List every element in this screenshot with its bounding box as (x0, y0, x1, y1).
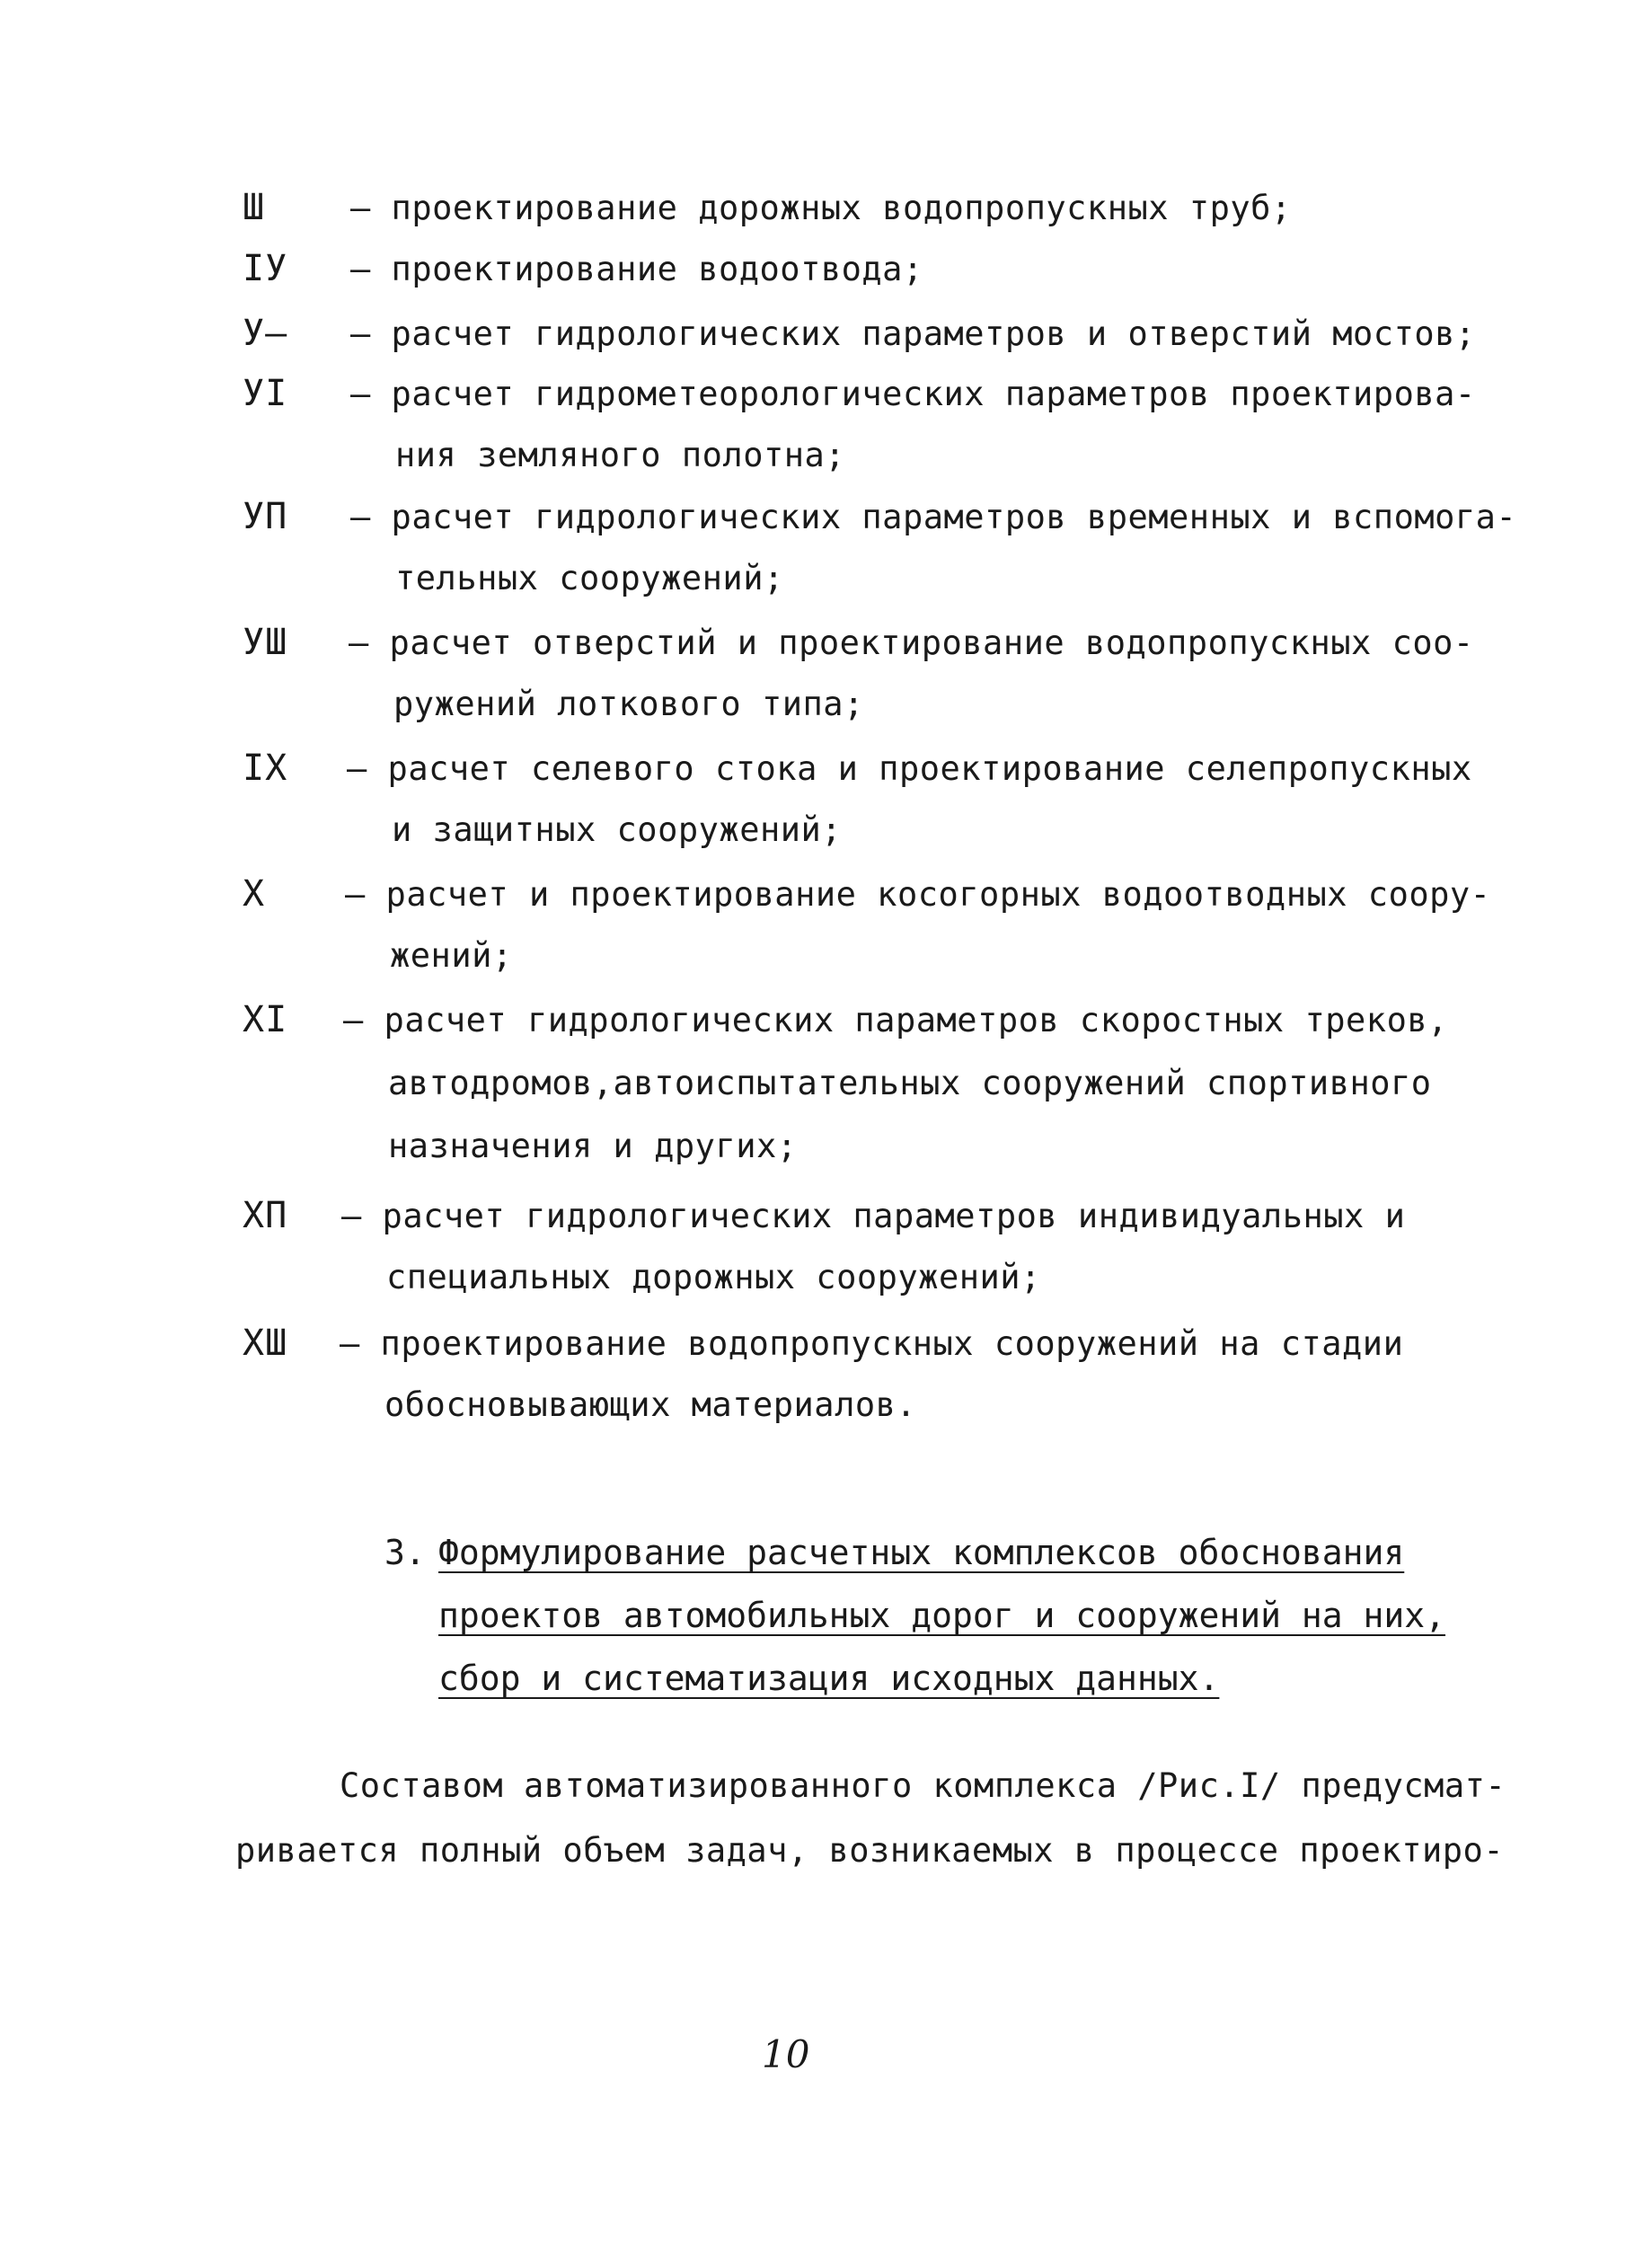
list-item-number: XП (243, 1195, 288, 1236)
list-item-number: УШ (243, 622, 288, 663)
paragraph-line: ривается полный объем задач, возникаемых в процессе проектиро- (235, 1831, 1505, 1870)
list-item-text: ния земляного полотна; (395, 436, 846, 474)
list-item-text: назначения и других; (388, 1127, 798, 1165)
list-item-text: специальных дорожных сооружений; (386, 1258, 1041, 1296)
section-heading (384, 1533, 426, 1572)
list-item-text: автодромов,автоиспытательных сооружений спортивного (388, 1064, 1432, 1102)
section-title-text: проектов автомобильных дорог и сооружений на них, (438, 1596, 1446, 1635)
section-title-text: Формулирование расчетных комплексов обоснования (438, 1533, 1405, 1572)
list-item-number: X (243, 873, 266, 915)
section-title-line (438, 1596, 1445, 1635)
list-item-text: – расчет гидрологических параметров скоростных треков, (343, 1001, 1448, 1040)
section-title-line (438, 1659, 1219, 1698)
list-item-number: XI (243, 999, 288, 1040)
list-item-text: – расчет гидрологических параметров временных и вспомога- (350, 498, 1517, 536)
paragraph-line: Составом автоматизированного комплекса /Рис.I/ предусмат- (340, 1766, 1506, 1805)
list-item-number: IУ (243, 248, 288, 289)
list-item-number: XШ (243, 1323, 288, 1364)
list-item-number: Ш (243, 187, 266, 228)
list-item-text: и защитных сооружений; (392, 810, 843, 849)
list-item-text: – проектирование водоотвода; (350, 250, 923, 288)
list-item-text: – расчет селевого стока и проектирование селепропускных (347, 749, 1472, 788)
list-item-text: ружений лоткового типа; (393, 685, 864, 723)
list-item-number: УI (243, 373, 288, 414)
section-title-line (438, 1533, 1404, 1572)
list-item-text: – расчет гидрологических параметров и отверстий мостов; (350, 314, 1476, 353)
list-item-text: – проектирование дорожных водопропускных труб; (350, 189, 1292, 227)
list-item-number: УП (243, 496, 288, 537)
list-item-number: У– (243, 313, 288, 354)
list-item-number: IX (243, 748, 288, 789)
list-item-text: – проектирование водопропускных сооружений на стадии (340, 1324, 1404, 1363)
section-number: 3. (384, 1533, 426, 1572)
list-item-text: – расчет и проектирование косогорных водоотводных соору- (345, 875, 1491, 914)
page-number: 10 (762, 2032, 810, 2076)
list-item-text: обосновывающих материалов. (384, 1385, 917, 1424)
list-item-text: жений; (390, 936, 513, 975)
list-item-text: – расчет гидрологических параметров индивидуальных и (341, 1197, 1406, 1235)
list-item-text: тельных сооружений; (395, 559, 784, 597)
section-title-text: сбор и систематизация исходных данных. (438, 1659, 1220, 1698)
list-item-text: – расчет гидрометеорологических параметров проектирова- (350, 375, 1476, 413)
list-item-text: – расчет отверстий и проектирование водопропускных соо- (349, 624, 1474, 662)
